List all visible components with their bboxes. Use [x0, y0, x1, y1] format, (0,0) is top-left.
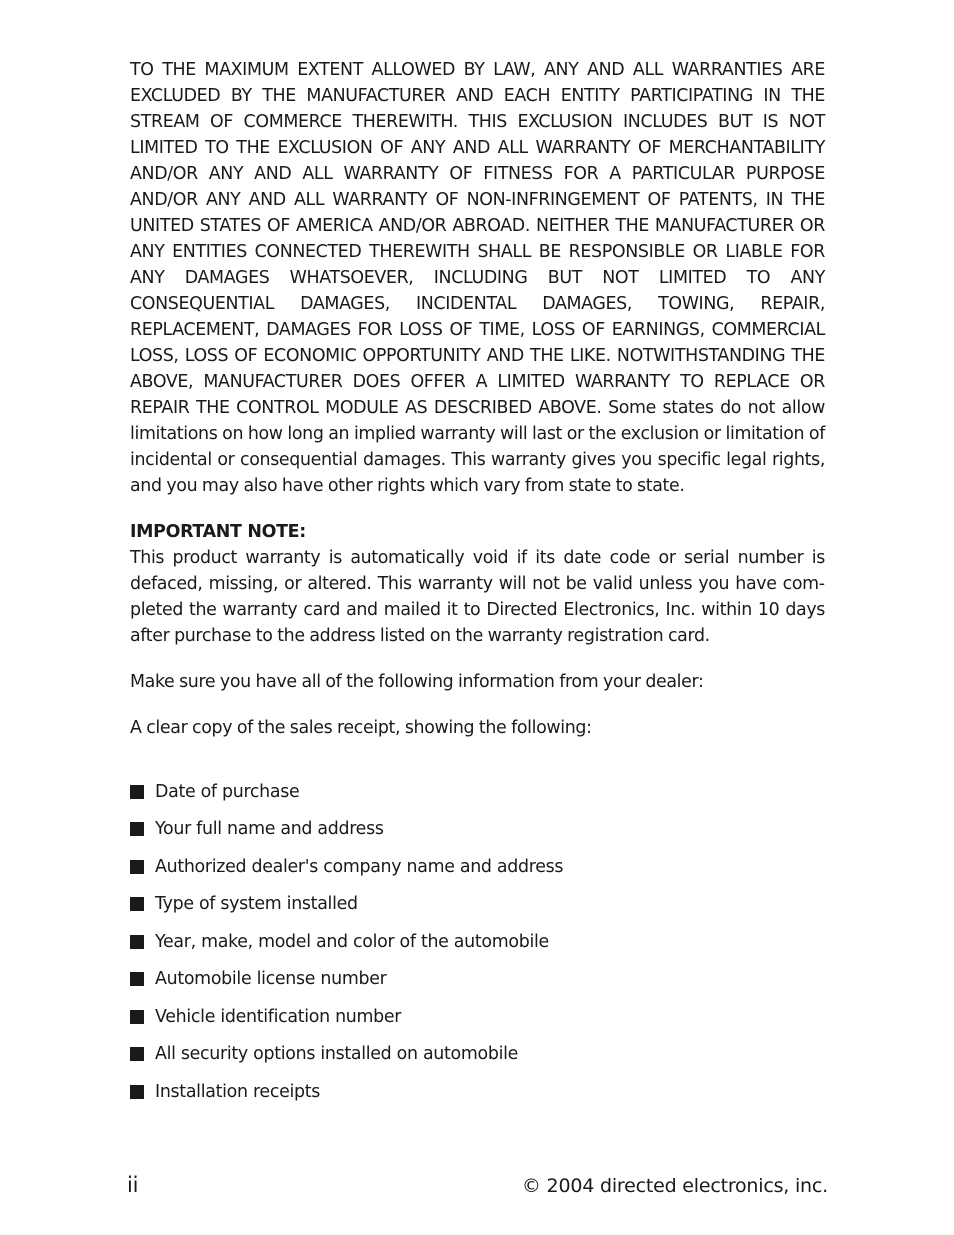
list-item — [130, 998, 825, 1036]
square-bullet-icon — [130, 860, 144, 874]
list-item — [130, 886, 825, 924]
copyright-notice: © 2004 directed electronics, inc. — [521, 1175, 828, 1197]
list-item — [130, 848, 825, 886]
dealer-info-intro: Make sure you have all of the following information from your dealer: — [130, 672, 704, 692]
square-bullet-icon — [130, 935, 144, 949]
square-bullet-icon — [130, 1010, 144, 1024]
list-item — [130, 923, 825, 961]
square-bullet-icon — [130, 972, 144, 986]
list-item — [130, 1073, 825, 1111]
list-item-label: Vehicle identification number — [155, 1006, 402, 1027]
square-bullet-icon — [130, 822, 144, 836]
receipt-checklist — [130, 773, 825, 1111]
warranty-exclusion-paragraph: TO THE MAXIMUM EXTENT ALLOWED BY LAW, ANY AND ALL WARRANTIES ARE EXCLUDED BY THE MANUFACTURER AND EACH ENTITY PARTICIPATING IN THE STREAM OF COMMERCE THEREWITH. THIS EXCLUSION INCLUDES BUT IS NOT LIMITED TO THE EXCLUSION OF ANY AND ALL WARRANTY OF MERCHANTABILITY AND/OR ANY AND ALL WARRANTY OF FITNESS FOR A PARTICULAR PURPOSE AND/OR ANY AND ALL WARRANTY OF NON-INFRINGEMENT OF PATENTS, IN THE UNITED STATES OF AMERICA AND/OR ABROAD. NEITHER THE MANUFACTURER OR ANY ENTITIES CONNECTED THEREWITH SHALL BE RESPONSIBLE OR LIABLE FOR ANY DAMAGES WHATSOEVER, INCLUDING BUT NOT LIMITED TO ANY CONSEQUENTIAL DAMAGES, INCIDENTAL DAMAGES, TOWING, REPAIR, REPLACEMENT, DAMAGES FOR LOSS OF TIME, LOSS OF EARNINGS, COMMERCIAL LOSS, LOSS OF ECONOMIC OPPORTUNITY AND THE LIKE. NOTWITHSTANDING THE ABOVE, MANUFACTURER DOES OFFER A LIMITED WARRANTY TO REPLACE OR REPAIR THE CONTROL MODULE AS DESCRIBED ABOVE. Some states do not allow limitations on how long an implied warranty will last or the exclusion or limitation of incidental or consequential damages. This warranty gives you specific legal rights, and you may also have other rights which vary from state to state. — [130, 60, 825, 496]
list-item-label: Type of system installed — [155, 894, 358, 915]
list-item-label: All security options installed on automobile — [155, 1044, 519, 1065]
square-bullet-icon — [130, 1085, 144, 1099]
list-item — [130, 961, 825, 999]
important-note-body: This product warranty is automatically void if its date code or serial number is defaced, missing, or altered. This warranty will not be valid unless you have completed the warranty card and mailed it to Directed Electronics, Inc. within 10 days after purchase to the address listed on the warranty registration card. — [130, 548, 825, 646]
list-item — [130, 811, 825, 849]
list-item-label: Automobile license number — [155, 969, 387, 990]
list-item — [130, 773, 825, 811]
square-bullet-icon — [130, 1047, 144, 1061]
page-footer — [127, 1173, 828, 1197]
list-item — [130, 1036, 825, 1074]
square-bullet-icon — [130, 897, 144, 911]
square-bullet-icon — [130, 785, 144, 799]
page-number: ii — [127, 1173, 139, 1197]
receipt-intro: A clear copy of the sales receipt, showing the following: — [130, 718, 592, 738]
list-item-label: Your full name and address — [155, 819, 384, 840]
important-note-heading: IMPORTANT NOTE: — [130, 522, 306, 542]
document-page — [130, 57, 825, 1111]
list-item-label: Authorized dealer's company name and address — [155, 856, 564, 877]
list-item-label: Date of purchase — [155, 781, 300, 802]
list-item-label: Installation receipts — [155, 1081, 321, 1102]
list-item-label: Year, make, model and color of the automobile — [155, 931, 549, 952]
